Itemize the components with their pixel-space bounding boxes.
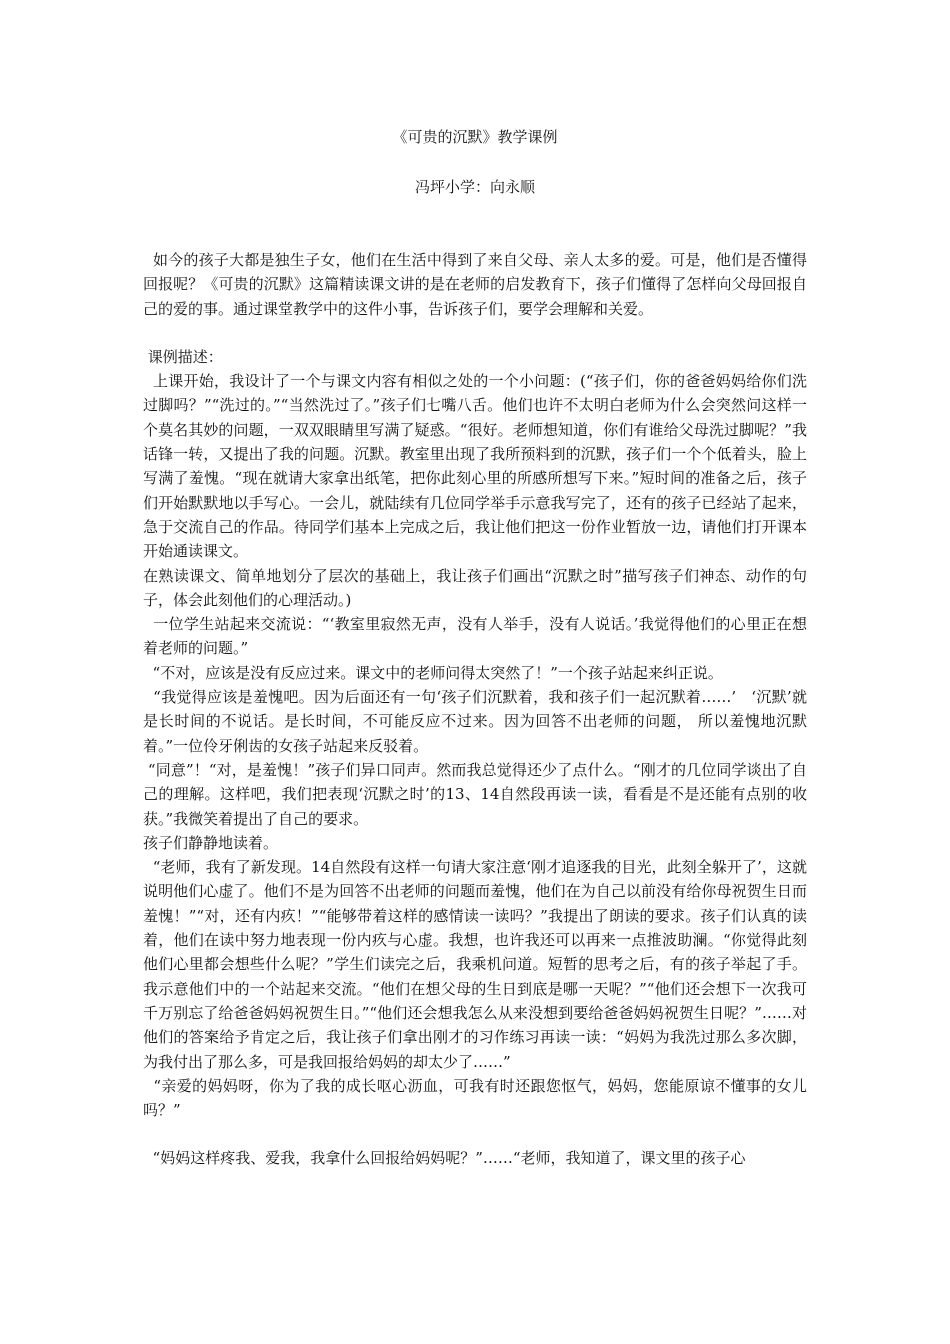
- body-paragraph: “我觉得应该是羞愧吧。因为后面还有一句‘孩子们沉默着，我和孩子们一起沉默着……’ ‘沉默’就是长时间的不说话。是长时间，不可能反应不过来。因为回答不出老师的问题， 所以羞愧地沉默着。”一位伶牙俐齿的女孩子站起来反驳着。: [143, 688, 807, 755]
- body-paragraph: 在熟读课文、简单地划分了层次的基础上，我让孩子们画出“沉默之时”描写孩子们神态、动作的句子，体会此刻他们的心理活动。): [143, 566, 807, 609]
- document-body: [143, 248, 807, 1171]
- body-paragraph: “老师，我有了新发现。14自然段有这样一句请大家注意‘刚才追逐我的目光，此刻全躲开了’，这就说明他们心虚了。他们不是为回答不出老师的问题而羞愧，他们在为自己以前没有给你母祝贺生日而羞愧！”“对，还有内疚！”“能够带着这样的感情读一读吗？”我提出了朗读的要求。孩子们认真的读着，他们在读中努力地表现一份内疚与心虚。我想，也许我还可以再来一点推波助澜。“你觉得此刻他们心里都会想些什么呢？”学生们读完之后，我乘机问道。短暂的思考之后，有的孩子举起了手。我示意他们中的一个站起来交流。“他们在想父母的生日到底是哪一天呢？”“他们还会想下一次我可千万别忘了给爸爸妈妈祝贺生日。”“他们还会想我怎么从来没想到要给爸爸妈妈祝贺生日呢？”……对他们的答案给予肯定之后，我让孩子们拿出刚才的习作练习再读一读：“妈妈为我洗过那么多次脚，为我付出了那么多，可是我回报给妈妈的却太少了……”: [143, 858, 808, 1071]
- paragraph-spacer: [143, 1122, 807, 1146]
- intro-paragraph: 如今的孩子大都是独生子女，他们在生活中得到了来自父母、亲人太多的爱。可是，他们是否懂得回报呢？《可贵的沉默》这篇精读课文讲的是在老师的启发教育下，孩子们懂得了怎样向父母回报自己的爱的事。通过课堂教学中的这件小事，告诉孩子们，要学会理解和关爱。: [143, 251, 807, 318]
- document-title: 《可贵的沉默》教学课例: [392, 128, 558, 146]
- body-paragraph: “妈妈这样疼我、爱我，我拿什么回报给妈妈呢？”……“老师，我知道了，课文里的孩子心: [143, 1149, 746, 1168]
- body-paragraph: “不对，应该是没有反应过来。课文中的老师问得太突然了！”一个孩子站起来纠正说。: [143, 663, 723, 682]
- body-paragraph: 孩子们静静地读着。: [143, 833, 279, 852]
- body-paragraph: 一位学生站起来交流说：“‘教室里寂然无声，没有人举手，没有人说话。’我觉得他们的心里正在想着老师的问题。”: [143, 615, 807, 658]
- body-paragraph: “亲爱的妈妈呀，你为了我的成长呕心沥血，可我有时还跟您怄气，妈妈，您能原谅不懂事的女儿吗？”: [143, 1076, 807, 1120]
- body-paragraph: “同意”！“对，是羞愧！”孩子们异口同声。然而我总觉得还少了点什么。“刚才的几位同学谈出了自己的理解。这样吧，我们把表现‘沉默之时’的13、14自然段再读一读，看看是不是还能有点别的收获。”我微笑着提出了自己的要求。: [143, 760, 807, 828]
- body-paragraph: 上课开始，我设计了一个与课文内容有相似之处的一个小问题：(“孩子们，你的爸爸妈妈给你们洗过脚吗？”“洗过的。”“当然洗过了。”孩子们七嘴八舌。他们也许不太明白老师为什么会突然问这样一个莫名其妙的问题，一双双眼睛里写满了疑惑。“很好。老师想知道，你们有谁给父母洗过脚呢？”我话锋一转，又提出了我的问题。沉默。教室里出现了我所预料到的沉默，孩子们一个个低着头，脸上写满了羞愧。“现在就请大家拿出纸笔，把你此刻心里的所感所想写下来。”短时间的准备之后，孩子们开始默默地以手写心。一会儿，就陆续有几位同学举手示意我写完了，还有的孩子已经站了起来，急于交流自己的作品。待同学们基本上完成之后，我让他们把这一份作业暂放一边，请他们打开课本开始通读课文。: [143, 372, 807, 561]
- paragraph-spacer: [143, 321, 807, 345]
- section-heading: 课例描述：: [143, 347, 223, 366]
- document-author: 冯坪小学：向永顺: [414, 178, 535, 196]
